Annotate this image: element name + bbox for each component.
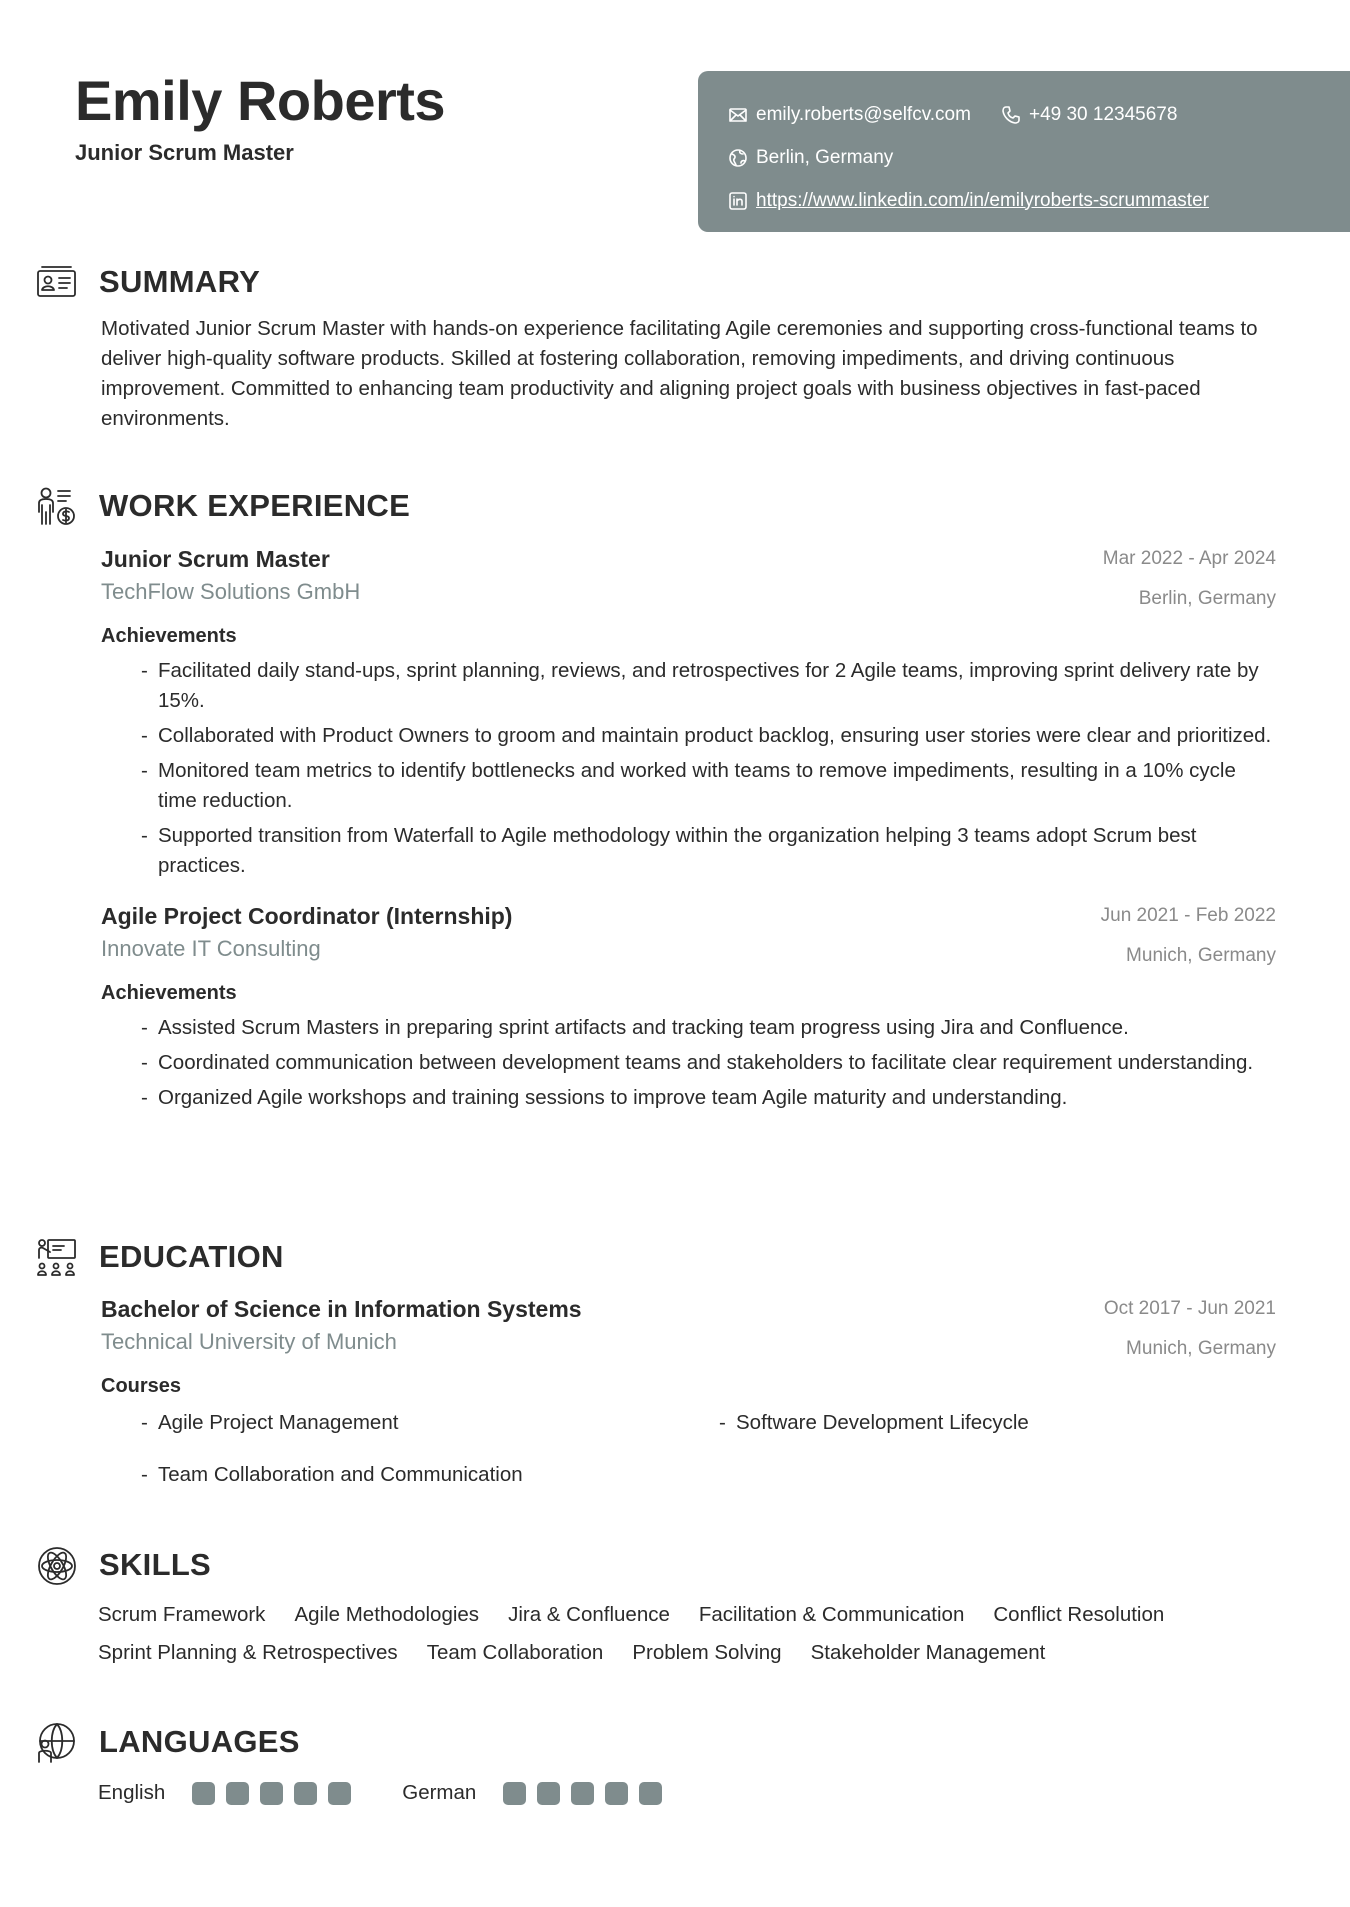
job-company: Innovate IT Consulting: [101, 936, 321, 961]
skill-list: [98, 1600, 1298, 1668]
skills-section: [0, 1545, 1350, 1675]
course-item: - Software Development Lifecycle: [719, 1408, 1219, 1438]
achievement-item: - Coordinated communication between development teams and stakeholders to facilitate clear requirement understanding.: [141, 1048, 1276, 1078]
achievement-item: - Organized Agile workshops and training sessions to improve team Agile maturity and understanding.: [141, 1083, 1276, 1113]
job-dates: Jun 2021 - Feb 2022: [1100, 905, 1276, 926]
contact-box: [698, 71, 1350, 232]
skill-item: Conflict Resolution: [993, 1603, 1165, 1626]
summary-section: [0, 262, 1350, 452]
skill-item: Sprint Planning & Retrospectives: [98, 1641, 398, 1664]
languages-heading: LANGUAGES: [99, 1724, 300, 1759]
achievement-item: - Collaborated with Product Owners to groom and maintain product backlog, ensuring user stories were clear and prioritized.: [141, 721, 1276, 751]
people-globe-icon: [36, 1722, 78, 1764]
proficiency-dot: [503, 1782, 526, 1805]
resume-header: [0, 0, 1350, 250]
education-location: Munich, Germany: [1126, 1338, 1276, 1359]
education-entry: [101, 1296, 1276, 1490]
language-item: [402, 1781, 673, 1805]
skill-item: Scrum Framework: [98, 1603, 266, 1626]
school-name: Technical University of Munich: [101, 1329, 397, 1354]
job-entry: [101, 546, 1276, 881]
job-title: Agile Project Coordinator (Internship): [101, 903, 513, 929]
proficiency-dot: [537, 1782, 560, 1805]
skill-item: Jira & Confluence: [508, 1603, 670, 1626]
location-text: Berlin, Germany: [756, 146, 894, 168]
achievement-item: - Monitored team metrics to identify bottlenecks and worked with teams to remove impediments, resulting in a 10% cycle time reduction.: [141, 756, 1276, 816]
classroom-icon: [36, 1237, 78, 1279]
achievement-list: [141, 1013, 1276, 1113]
education-heading: EDUCATION: [99, 1239, 284, 1274]
proficiency-dot: [226, 1782, 249, 1805]
linkedin-link[interactable]: https://www.linkedin.com/in/emilyroberts-scrummaster: [756, 189, 1209, 211]
proficiency-dot: [192, 1782, 215, 1805]
job-dates: Mar 2022 - Apr 2024: [1102, 548, 1276, 569]
achievements-heading: Achievements: [101, 982, 237, 1004]
degree-title: Bachelor of Science in Information Systems: [101, 1296, 582, 1322]
summary-text: Motivated Junior Scrum Master with hands-on experience facilitating Agile ceremonies and supporting cross-functional teams to deliver high-quality software products. Skilled at fostering collaboration, removing impediments, and driving continuous improvement. Committed to enhancing team productivity and aligning project goals with business objectives in fast-paced environments.: [101, 317, 1258, 430]
achievement-item: - Facilitated daily stand-ups, sprint planning, reviews, and retrospectives for 2 Agile teams, improving sprint delivery rate by 15%.: [141, 656, 1276, 716]
proficiency-dot: [294, 1782, 317, 1805]
job-location: Munich, Germany: [1126, 945, 1276, 966]
contact-row: [728, 136, 1350, 179]
envelope-icon: [728, 105, 748, 125]
job-title: Junior Scrum Master: [101, 546, 330, 572]
worker-money-icon: [36, 486, 78, 528]
summary-heading: SUMMARY: [99, 264, 261, 299]
courses-heading: Courses: [101, 1375, 182, 1397]
experience-section: [0, 486, 1350, 1206]
job-location: Berlin, Germany: [1138, 588, 1276, 609]
course-item: - Team Collaboration and Communication: [141, 1460, 719, 1490]
atom-icon: [36, 1545, 78, 1587]
languages-section: [0, 1722, 1350, 1822]
linkedin-icon: [728, 191, 748, 211]
contact-row: [728, 93, 1350, 136]
contact-email[interactable]: [728, 104, 971, 126]
skills-heading: SKILLS: [99, 1547, 212, 1582]
degree-entry: [101, 1296, 1276, 1490]
skill-item: Stakeholder Management: [810, 1641, 1046, 1664]
proficiency-dot: [605, 1782, 628, 1805]
proficiency-dots: [503, 1782, 673, 1805]
education-dates: Oct 2017 - Jun 2021: [1103, 1298, 1276, 1319]
achievement-item: - Assisted Scrum Masters in preparing sprint artifacts and tracking team progress using Jira and Confluence.: [141, 1013, 1276, 1043]
language-name: German: [402, 1781, 477, 1804]
job-list: [101, 546, 1276, 1118]
education-section: [0, 1237, 1350, 1507]
achievement-item: - Supported transition from Waterfall to Agile methodology within the organization helping 3 teams adopt Scrum best practices.: [141, 821, 1276, 881]
achievement-list: [141, 656, 1276, 881]
phone-icon: [1001, 105, 1021, 125]
phone-text: +49 30 12345678: [1028, 103, 1178, 125]
language-name: English: [98, 1781, 166, 1804]
contact-row: [728, 179, 1350, 222]
proficiency-dot: [260, 1782, 283, 1805]
proficiency-dots: [192, 1782, 362, 1805]
achievements-heading: Achievements: [101, 625, 237, 647]
job-entry: [101, 903, 1276, 1113]
language-list: [98, 1781, 1273, 1805]
experience-heading: WORK EXPERIENCE: [99, 488, 411, 523]
contact-linkedin[interactable]: [728, 190, 1209, 212]
job-company: TechFlow Solutions GmbH: [101, 579, 361, 604]
course-list: [141, 1408, 1276, 1490]
candidate-title: Junior Scrum Master: [75, 140, 294, 165]
skill-item: Team Collaboration: [426, 1641, 604, 1664]
contact-location: [728, 147, 893, 169]
proficiency-dot: [571, 1782, 594, 1805]
skill-item: Agile Methodologies: [294, 1603, 480, 1626]
globe-icon: [728, 148, 748, 168]
skill-item: Facilitation & Communication: [698, 1603, 965, 1626]
contact-phone[interactable]: [1001, 104, 1177, 126]
proficiency-dot: [328, 1782, 351, 1805]
skill-item: Problem Solving: [632, 1641, 782, 1664]
email-text: emily.roberts@selfcv.com: [756, 103, 971, 125]
language-item: [98, 1781, 362, 1805]
proficiency-dot: [639, 1782, 662, 1805]
id-card-icon: [36, 262, 78, 304]
candidate-name: Emily Roberts: [75, 69, 446, 132]
course-item: - Agile Project Management: [141, 1408, 719, 1438]
